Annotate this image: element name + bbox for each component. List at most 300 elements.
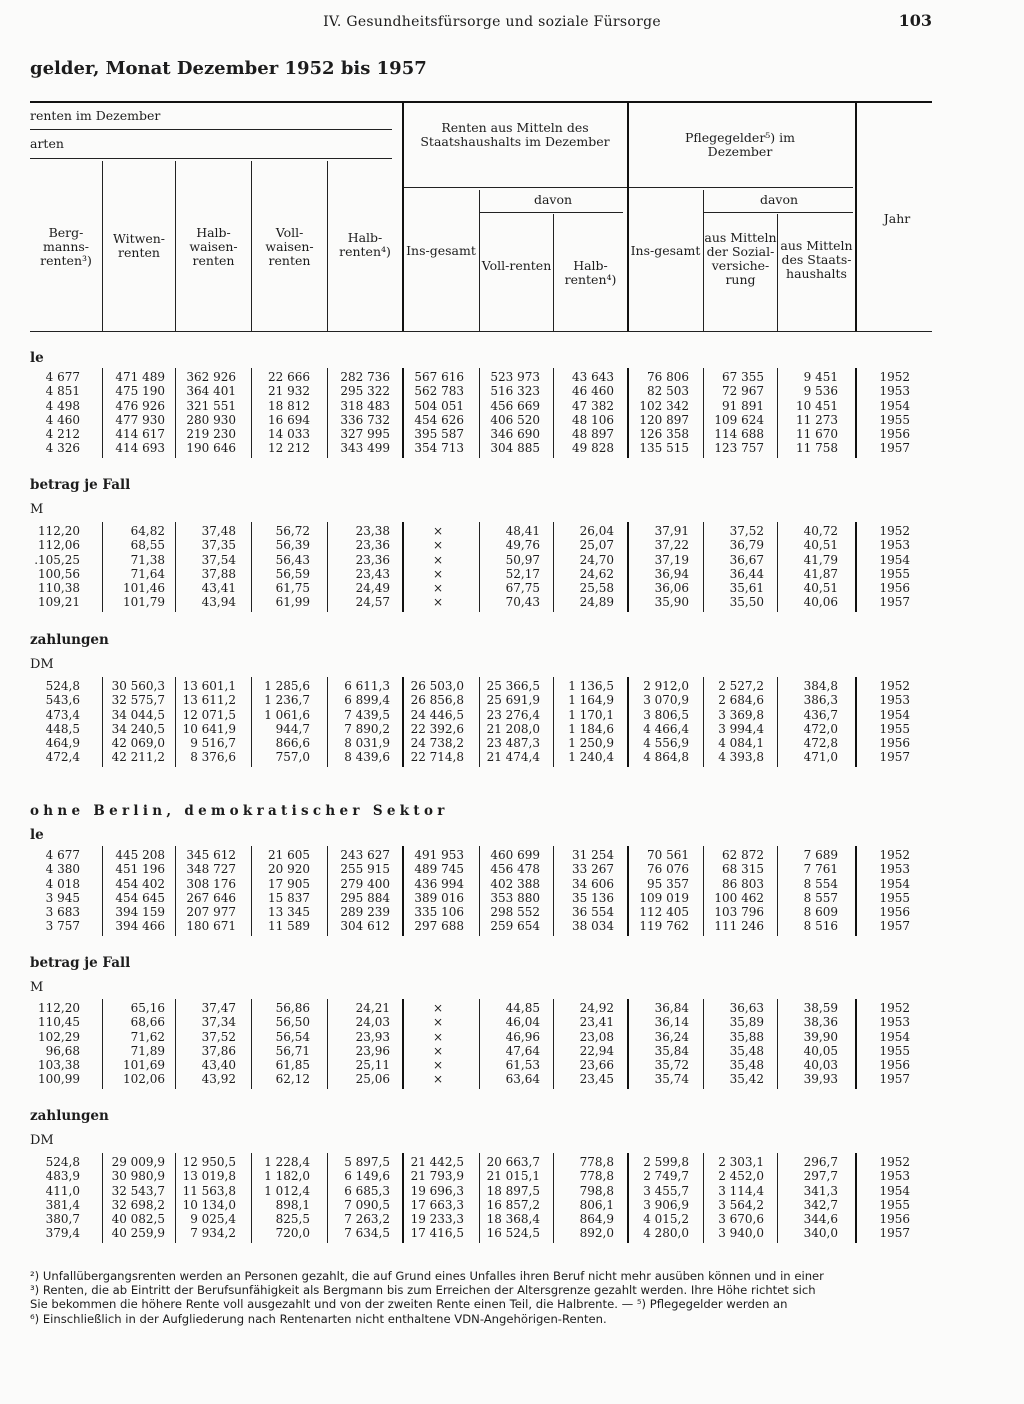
table-cell: 24 738,2 (410, 736, 464, 751)
column-divider (777, 1153, 778, 1243)
table-cell: 279 400 (340, 876, 390, 891)
table-cell: 567 616 (414, 370, 464, 384)
table-row (0, 1044, 1024, 1058)
table-row (0, 722, 1024, 736)
table-cell: 33 267 (572, 862, 614, 877)
table-cell: 46,04 (505, 1015, 540, 1030)
table-cell: 12 071,5 (182, 707, 236, 722)
table-cell: 3 994,4 (718, 721, 764, 736)
table-cell: 8 554 (803, 876, 838, 891)
table-cell: 464,9 (45, 736, 80, 751)
table-cell: 295 322 (340, 384, 390, 399)
table-cell: 720,0 (275, 1226, 310, 1241)
table-cell: 35,50 (729, 595, 764, 610)
table-cell: 364 401 (186, 384, 236, 399)
table-cell: 40 259,9 (111, 1226, 165, 1241)
table-cell: 798,8 (579, 1183, 614, 1198)
table-cell: 23,66 (579, 1058, 614, 1073)
table-cell: 101,46 (123, 581, 165, 596)
table-cell: 48 106 (572, 412, 614, 427)
table-cell: 37,52 (201, 1029, 236, 1044)
footnote-6: ⁶) Einschließlich in der Aufgliederung nach Rentenarten nicht enthaltene VDN-Angehörigen-Renten. (30, 1311, 607, 1326)
table-cell: 1956 (879, 581, 910, 596)
section-label: betrag je Fall (30, 477, 131, 493)
column-divider (327, 677, 328, 767)
table-cell: 414 617 (115, 427, 165, 442)
table-cell: 1954 (879, 552, 910, 567)
table-cell: 1957 (879, 919, 910, 934)
table-cell: × (432, 538, 444, 553)
table-cell: 892,0 (579, 1226, 614, 1241)
table-cell: 8 031,9 (344, 736, 390, 751)
table-cell: 46,96 (505, 1029, 540, 1044)
table-cell: 523 973 (490, 370, 540, 384)
column-divider (175, 522, 176, 612)
table-cell: 380,7 (45, 1212, 80, 1227)
table-cell: 402 388 (490, 876, 540, 891)
table-cell: 1 061,6 (264, 707, 310, 722)
table-cell: 35,42 (729, 1072, 764, 1087)
table-cell: 23,41 (579, 1015, 614, 1030)
table-cell: 1952 (879, 1155, 910, 1169)
table-cell: 1952 (879, 679, 910, 693)
table-cell: 49,76 (505, 538, 540, 553)
table-cell: 1957 (879, 1226, 910, 1241)
header-halbrenten: Halb-renten⁴) (339, 230, 391, 259)
table-cell: 70,43 (505, 595, 540, 610)
header-divider (627, 103, 629, 331)
table-cell: 38 034 (572, 919, 614, 934)
table-cell: 43,40 (201, 1058, 236, 1073)
column-divider (175, 677, 176, 767)
table-cell: 1956 (879, 905, 910, 920)
section-unit: M (30, 980, 44, 995)
table-cell: 101,69 (123, 1058, 165, 1073)
table-cell: 42 211,2 (111, 750, 165, 765)
table-row (0, 581, 1024, 595)
column-divider (627, 677, 629, 767)
table-cell: 103,38 (38, 1058, 80, 1073)
table-cell: 1957 (879, 595, 910, 610)
table-cell: 454 645 (115, 890, 165, 905)
table-cell: 9 516,7 (190, 736, 236, 751)
column-divider (402, 368, 404, 458)
table-cell: × (432, 552, 444, 567)
table-cell: 12 212 (268, 441, 310, 456)
table-cell: 25,58 (579, 581, 614, 596)
table-cell: 13 019,8 (182, 1169, 236, 1184)
table-cell: 32 698,2 (111, 1197, 165, 1212)
table-cell: 1952 (879, 848, 910, 862)
table-cell: 8 376,6 (190, 750, 236, 765)
table-cell: 5 897,5 (344, 1155, 390, 1169)
table-cell: 4 212 (45, 427, 80, 442)
section-unit: M (30, 502, 44, 517)
table-cell: × (432, 1029, 444, 1044)
table-cell: × (432, 1058, 444, 1073)
header-halbwaisenrenten: Halb-waisen-renten (189, 225, 238, 268)
table-cell: 336 732 (340, 412, 390, 427)
table-cell: 40,72 (803, 524, 838, 538)
table-cell: 102 342 (639, 398, 689, 413)
section-rows (0, 524, 1024, 610)
table-cell: 32 543,7 (111, 1183, 165, 1198)
table-cell: 25 366,5 (486, 679, 540, 693)
table-cell: 394 159 (115, 905, 165, 920)
table-cell: 112,20 (38, 524, 80, 538)
table-cell: 6 685,3 (344, 1183, 390, 1198)
table-cell: 343 499 (340, 441, 390, 456)
footnote-2: ²) Unfallübergangsrenten werden an Personen gezahlt, die auf Grund eines Unfalles ihren Beruf nicht mehr ausüben können und in einer (30, 1269, 824, 1283)
table-cell: 37,48 (201, 524, 236, 538)
table-cell: 17 663,3 (410, 1197, 464, 1212)
column-divider (777, 846, 778, 936)
table-cell: 436 994 (414, 876, 464, 891)
table-row (0, 905, 1024, 919)
table-cell: 2 749,7 (643, 1169, 689, 1184)
table-row (0, 413, 1024, 427)
table-cell: 37,22 (654, 538, 689, 553)
table-cell: 91 891 (722, 398, 764, 413)
table-cell: 25,07 (579, 538, 614, 553)
table-cell: 9 451 (803, 370, 838, 384)
table-cell: 342,7 (803, 1197, 838, 1212)
table-cell: 394 466 (115, 919, 165, 934)
table-row (0, 553, 1024, 567)
column-divider (251, 846, 252, 936)
column-divider (327, 522, 328, 612)
table-cell: 40 082,5 (111, 1212, 165, 1227)
column-divider (102, 846, 103, 936)
column-divider (102, 677, 103, 767)
table-row (0, 1072, 1024, 1086)
table-cell: 40,51 (803, 538, 838, 553)
table-cell: 3 369,8 (718, 707, 764, 722)
table-cell: 4 677 (45, 848, 80, 862)
table-cell: 384,8 (803, 679, 838, 693)
table-cell: 70 561 (647, 848, 689, 862)
section-sublabel: le (30, 827, 44, 843)
header-staat-insgesamt: Ins-gesamt (406, 243, 476, 258)
table-row (0, 708, 1024, 722)
table-cell: 7 634,5 (344, 1226, 390, 1241)
table-cell: 10 134,0 (182, 1197, 236, 1212)
table-cell: 7 689 (803, 848, 838, 862)
table-row (0, 567, 1024, 581)
table-cell: 34 240,5 (111, 721, 165, 736)
table-cell: 22 714,8 (410, 750, 464, 765)
table-cell: 29 009,9 (111, 1155, 165, 1169)
table-cell: 13 345 (268, 905, 310, 920)
table-cell: 6 611,3 (344, 679, 390, 693)
table-cell: 477 930 (115, 412, 165, 427)
table-cell: 44,85 (505, 1001, 540, 1015)
table-row (0, 736, 1024, 750)
header-pflege-staatshaushalt: aus Mitteln des Staats-haushalts (780, 238, 853, 281)
table-cell: 49 828 (572, 441, 614, 456)
table-cell: 37,54 (201, 552, 236, 567)
table-cell: 1 236,7 (264, 693, 310, 708)
table-row (0, 693, 1024, 707)
table-cell: 123 757 (714, 441, 764, 456)
table-cell: 1954 (879, 1029, 910, 1044)
column-divider (402, 846, 404, 936)
table-row (0, 384, 1024, 398)
table-cell: 35,48 (729, 1043, 764, 1058)
table-cell: 37,88 (201, 566, 236, 581)
table-cell: 8 516 (803, 919, 838, 934)
section-label: ohne Berlin, demokratischer Sektor (30, 803, 449, 819)
table-cell: 11 758 (796, 441, 838, 456)
table-cell: 24,21 (355, 1001, 390, 1015)
table-cell: × (432, 566, 444, 581)
table-cell: 304 612 (340, 919, 390, 934)
table-cell: 454 402 (115, 876, 165, 891)
footnote-3-continued: Sie bekommen die höhere Rente voll ausgezahlt und von der zweiten Rente einen Teil, die Halbrente. — ⁵) Pflegegelder werden an (30, 1297, 788, 1312)
table-cell: 16 857,2 (486, 1197, 540, 1212)
column-divider (703, 522, 704, 612)
table-cell: 35,84 (654, 1043, 689, 1058)
header-rule-davon-2 (704, 212, 853, 213)
table-cell: 38,59 (803, 1001, 838, 1015)
table-cell: 1956 (879, 1058, 910, 1073)
column-divider (251, 999, 252, 1089)
table-cell: × (432, 1015, 444, 1030)
table-cell: 15 837 (268, 890, 310, 905)
column-divider (627, 368, 629, 458)
table-cell: 282 736 (340, 370, 390, 384)
table-cell: 22,94 (579, 1043, 614, 1058)
column-divider (627, 522, 629, 612)
table-cell: 36,79 (729, 538, 764, 553)
table-cell: 40,05 (803, 1043, 838, 1058)
table-cell: 63,64 (505, 1072, 540, 1087)
table-cell: 321 551 (186, 398, 236, 413)
table-cell: 35,61 (729, 581, 764, 596)
table-cell: 451 196 (115, 862, 165, 877)
table-cell: 101,79 (123, 595, 165, 610)
header-bottom-rule (30, 331, 932, 332)
table-cell: 103 796 (714, 905, 764, 920)
table-cell: 76 806 (647, 370, 689, 384)
table-cell: 344,6 (803, 1212, 838, 1227)
table-cell: 11 563,8 (182, 1183, 236, 1198)
table-cell: 1 012,4 (264, 1183, 310, 1198)
table-cell: 61,53 (505, 1058, 540, 1073)
table-cell: 22 666 (268, 370, 310, 384)
table-cell: 76 076 (647, 862, 689, 877)
column-divider (855, 677, 857, 767)
table-cell: 41,87 (803, 566, 838, 581)
table-cell: 1 136,5 (568, 679, 614, 693)
table-cell: 1956 (879, 427, 910, 442)
table-cell: × (432, 1072, 444, 1087)
table-cell: 43,41 (201, 581, 236, 596)
table-cell: 24,92 (579, 1001, 614, 1015)
column-divider (102, 522, 103, 612)
table-cell: 475 190 (115, 384, 165, 399)
table-cell: 318 483 (340, 398, 390, 413)
page-number: 103 (898, 11, 932, 30)
table-cell: 42 069,0 (111, 736, 165, 751)
table-cell: 10 451 (796, 398, 838, 413)
section-rows (0, 848, 1024, 934)
table-row (0, 1155, 1024, 1169)
column-divider (777, 677, 778, 767)
table-cell: 3 683 (45, 905, 80, 920)
table-cell: 25,11 (355, 1058, 390, 1073)
table-cell: 37,47 (201, 1001, 236, 1015)
table-cell: 778,8 (579, 1169, 614, 1184)
table-row (0, 399, 1024, 413)
table-cell: 47 382 (572, 398, 614, 413)
table-cell: 126 358 (639, 427, 689, 442)
column-divider (703, 1153, 704, 1243)
table-cell: 23,36 (355, 538, 390, 553)
table-cell: 18 812 (268, 398, 310, 413)
section-rows (0, 1155, 1024, 1241)
table-cell: 40,51 (803, 581, 838, 596)
column-divider (402, 999, 404, 1089)
running-title: IV. Gesundheitsfürsorge und soziale Fürsorge (323, 14, 661, 30)
table-cell: 4 015,2 (643, 1212, 689, 1227)
column-divider (553, 368, 554, 458)
header-witwenrenten: Witwen-renten (112, 231, 166, 260)
table-cell: 52,17 (505, 566, 540, 581)
table-cell: 4 556,9 (643, 736, 689, 751)
table-cell: 346 690 (490, 427, 540, 442)
table-cell: 825,5 (275, 1212, 310, 1227)
header-pflegegelder-group: Pflegegelder⁵) im Dezember (684, 130, 796, 159)
table-cell: 32 575,7 (111, 693, 165, 708)
table-cell: 1953 (879, 862, 910, 877)
table-cell: 1954 (879, 707, 910, 722)
column-divider (627, 1153, 629, 1243)
table-cell: 448,5 (45, 721, 80, 736)
table-cell: 35 136 (572, 890, 614, 905)
table-cell: 806,1 (579, 1197, 614, 1212)
table-row (0, 1001, 1024, 1015)
table-cell: 72 967 (722, 384, 764, 399)
table-cell: 65,16 (130, 1001, 165, 1015)
table-cell: 7 934,2 (190, 1226, 236, 1241)
table-cell: 67 355 (722, 370, 764, 384)
table-cell: 35,89 (729, 1015, 764, 1030)
table-cell: 341,3 (803, 1183, 838, 1198)
table-cell: 327 995 (340, 427, 390, 442)
table-row (0, 441, 1024, 455)
table-cell: 354 713 (414, 441, 464, 456)
table-cell: 296,7 (803, 1155, 838, 1169)
table-row (0, 1015, 1024, 1029)
table-cell: 406 520 (490, 412, 540, 427)
column-divider (402, 1153, 404, 1243)
table-cell: 219 230 (186, 427, 236, 442)
table-cell: 472,0 (803, 721, 838, 736)
column-divider (402, 677, 404, 767)
column-divider (855, 846, 857, 936)
table-cell: 1956 (879, 736, 910, 751)
table-row (0, 1169, 1024, 1183)
table-cell: 12 950,5 (182, 1155, 236, 1169)
table-cell: 454 626 (414, 412, 464, 427)
table-cell: 4 851 (45, 384, 80, 399)
table-cell: × (432, 595, 444, 610)
table-cell: 4 460 (45, 412, 80, 427)
table-cell: 460 699 (490, 848, 540, 862)
table-cell: 1 164,9 (568, 693, 614, 708)
table-cell: 24,49 (355, 581, 390, 596)
table-cell: 3 757 (45, 919, 80, 934)
table-cell: 30 980,9 (111, 1169, 165, 1184)
table-cell: 56,50 (275, 1015, 310, 1030)
table-cell: 1955 (879, 566, 910, 581)
table-cell: 23,08 (579, 1029, 614, 1044)
table-cell: 516 323 (490, 384, 540, 399)
table-cell: 1 184,6 (568, 721, 614, 736)
table-cell: 24,03 (355, 1015, 390, 1030)
table-cell: 9 536 (803, 384, 838, 399)
table-cell: 111 246 (714, 919, 764, 934)
header-arten: arten (30, 136, 64, 151)
table-cell: 23,45 (579, 1072, 614, 1087)
table-cell: 36,06 (654, 581, 689, 596)
table-cell: 11 670 (796, 427, 838, 442)
table-cell: 62 872 (722, 848, 764, 862)
table-cell: 504 051 (414, 398, 464, 413)
table-cell: 471,0 (803, 750, 838, 765)
table-cell: 31 254 (572, 848, 614, 862)
table-cell: 36,14 (654, 1015, 689, 1030)
table-cell: 243 627 (340, 848, 390, 862)
column-divider (479, 1153, 480, 1243)
column-divider (479, 999, 480, 1089)
table-cell: 1 228,4 (264, 1155, 310, 1169)
header-staat-halbrenten: Halb-renten⁴) (564, 258, 617, 287)
table-cell: 95 357 (647, 876, 689, 891)
table-cell: 112,20 (38, 1001, 80, 1015)
table-cell: 10 641,9 (182, 721, 236, 736)
column-divider (855, 999, 857, 1089)
table-cell: 43 643 (572, 370, 614, 384)
table-cell: 1955 (879, 1197, 910, 1212)
table-row (0, 1058, 1024, 1072)
table-cell: 23,38 (355, 524, 390, 538)
table-cell: 56,71 (275, 1043, 310, 1058)
table-cell: 16 524,5 (486, 1226, 540, 1241)
table-cell: 1 285,6 (264, 679, 310, 693)
table-cell: 456 478 (490, 862, 540, 877)
table-cell: 289 239 (340, 905, 390, 920)
table-cell: 36,84 (654, 1001, 689, 1015)
table-cell: 56,43 (275, 552, 310, 567)
section-rows (0, 370, 1024, 456)
table-cell: 21 932 (268, 384, 310, 399)
column-divider (479, 677, 480, 767)
table-cell: 3 806,5 (643, 707, 689, 722)
header-bergmannsrenten: Berg-manns-renten³) (40, 225, 92, 268)
table-cell: 112,06 (38, 538, 80, 553)
table-cell: 1953 (879, 384, 910, 399)
table-row (0, 524, 1024, 538)
table-cell: 21 015,1 (486, 1169, 540, 1184)
table-cell: 1957 (879, 441, 910, 456)
table-cell: 24,62 (579, 566, 614, 581)
header-rule-davon-1 (480, 212, 623, 213)
table-cell: 379,4 (45, 1226, 80, 1241)
table-cell: 1955 (879, 890, 910, 905)
table-cell: 41,79 (803, 552, 838, 567)
